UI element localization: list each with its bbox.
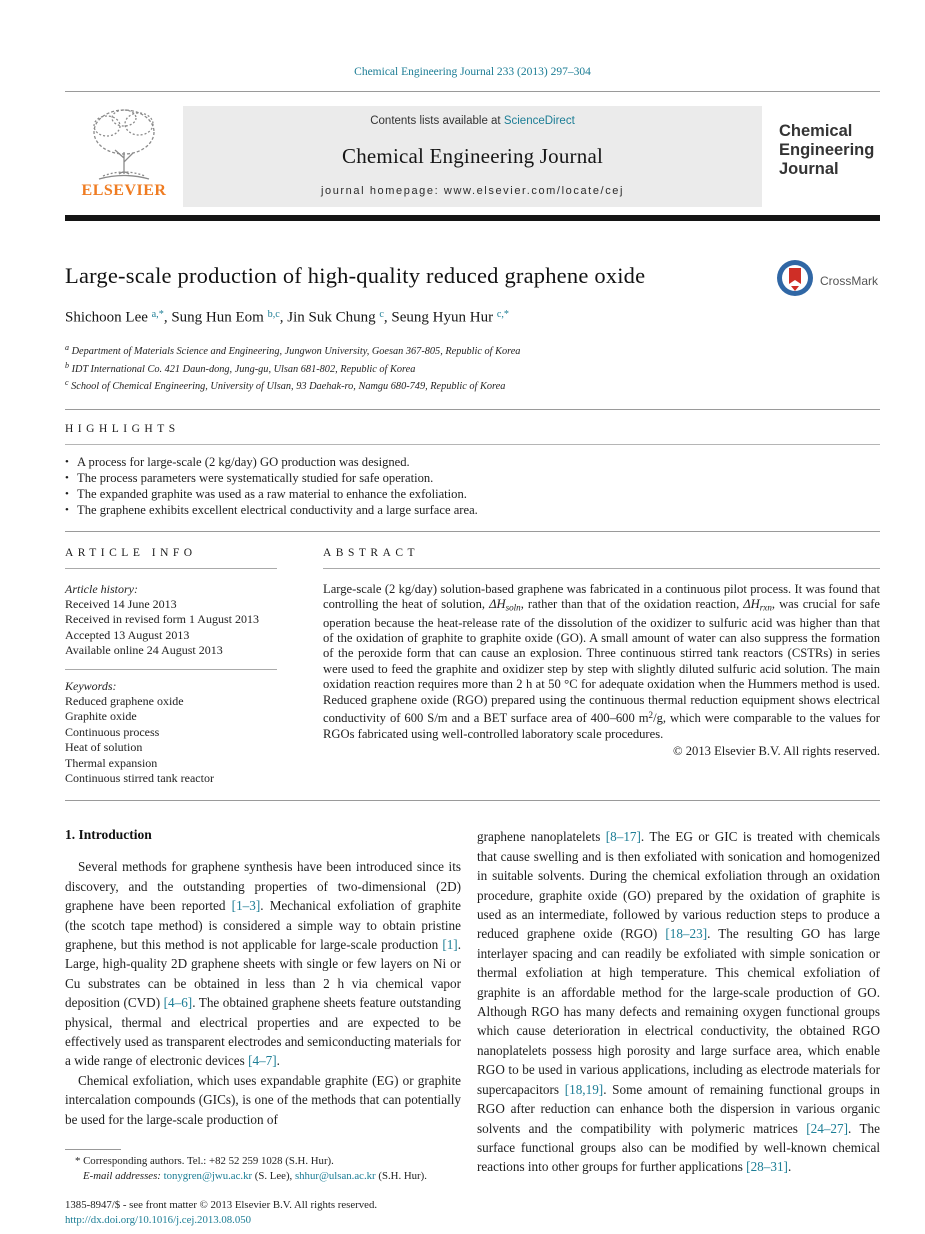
cover-title-line: Chemical	[779, 122, 853, 140]
footnote-rule	[65, 1149, 121, 1150]
journal-title: Chemical Engineering Journal	[341, 143, 604, 168]
intro-left-column	[65, 827, 461, 1228]
cover-title-line: Journal	[779, 160, 839, 179]
highlight-item: • The graphene exhibits excellent electrical conductivity and a large surface area.	[65, 503, 880, 519]
contents-lists-line[interactable]: Contents lists available at ScienceDirect	[370, 115, 575, 127]
introduction-section	[65, 827, 880, 1228]
abstract-text: Large-scale (2 kg/day) solution-based graphene was fabricated in a continuous pilot process. It was found that controlling the heat of solution, ΔHsoln, rather than that of the oxidation reaction, ΔHrxn, was crucial for safe operation because the heat-release rate of the dissolution of the oxidizer to sulfuric acid was higher than that of the oxidation of graphite to graphite oxide (GO). A small amount of water can also suppress the formation of the peroxide form that can cause an explosion. Three continuous stirred tank reactors (CSTRs) in series were used to feed the graphite and oxidizer step by step with slightly diluted sulfuric acid solution. The main oxidation reaction requires more than 2 h at 50 °C for adequate oxidation when the Hummers method is used. Reduced graphene oxide (RGO) prepared using the continuous thermal reduction equipment shows electrical conductivity of 600 S/m and a BET surface area of 400–600 $m^2/g$, which were comparable to the values for RGOs fabricated using well-controlled laboratory scale procedures.	[323, 581, 881, 741]
issn-copyright-line: 1385-8947/$ - see front matter © 2013 Elsevier B.V. All rights reserved.	[65, 1199, 378, 1212]
article-info-column	[65, 547, 277, 787]
affiliation-c: $^c$ School of Chemical Engineering, University of Ulsan, 93 Daehak-ro, Namgu 680-749, Republic of Korea	[65, 378, 506, 393]
introduction-heading: 1. Introduction	[65, 827, 152, 843]
keywords-block	[65, 679, 277, 787]
intro-paragraph: Several methods for graphene synthesis have been introduced since its discovery, and the outstanding properties of two-dimensional (2D) graphene have been reported [1–3]. Mechanical exfoliation of graphite (the scotch tape method) is considered a simple way to obtain pristine graphene, but this method is not applicable for large-scale production [1]. Large, high-quality 2D graphene sheets with single or few layers on Ni or Cu substrates can be obtained in less than 2 h via chemical vapor deposition (CVD) [4–6]. The obtained graphene sheets feature outstanding physical, thermal and electrical properties and are expected to be effectively used as transparent electrodes and semiconducting materials for a wide range of electronic devices [4–7].	[65, 859, 461, 1069]
highlight-item: • A process for large-scale (2 kg/day) GO production was designed.	[65, 455, 880, 471]
affiliations	[65, 342, 880, 396]
history-item: Received 14 June 2013	[65, 596, 177, 611]
highlights-rule	[65, 444, 880, 445]
top-divider	[65, 91, 880, 92]
journal-banner	[183, 106, 762, 207]
highlights-list	[65, 455, 880, 518]
footnotes	[65, 1149, 461, 1184]
keywords-divider	[65, 669, 277, 670]
elsevier-wordmark: ELSEVIER	[81, 182, 167, 199]
abstract-heading: ABSTRACT	[323, 546, 420, 559]
keyword-item: Continuous stirred tank reactor	[65, 771, 214, 785]
email-addresses-note[interactable]: E-mail addresses: tonygren@jwu.ac.kr (S. Lee), shhur@ulsan.ac.kr (S.H. Hur).	[83, 1170, 427, 1183]
journal-citation: Chemical Engineering Journal 233 (2013) 297–304	[354, 66, 591, 78]
keyword-item: Continuous process	[65, 724, 160, 739]
intro-right-column	[477, 827, 880, 1228]
abstract-copyright: © 2013 Elsevier B.V. All rights reserved.	[673, 743, 880, 758]
article-history	[65, 582, 277, 659]
highlight-item: • The process parameters were systematically studied for safe operation.	[65, 471, 880, 487]
journal-cover-thumbnail	[762, 106, 880, 207]
keyword-item: Thermal expansion	[65, 755, 158, 770]
doi-link[interactable]: http://dx.doi.org/10.1016/j.cej.2013.08.050	[65, 1214, 252, 1227]
abstract-rule	[323, 568, 880, 569]
abstract-column	[323, 547, 880, 787]
keywords-label: Keywords:	[65, 678, 117, 693]
affiliation-b: $^b$ IDT International Co. 421 Daun-dong, Jung-gu, Ulsan 681-802, Republic of Korea	[65, 360, 416, 375]
highlights-heading: HIGHLIGHTS	[65, 423, 180, 436]
article-info-rule	[65, 568, 277, 569]
journal-header	[65, 106, 880, 207]
article-info-heading: ARTICLE INFO	[65, 546, 197, 559]
intro-paragraph: Chemical exfoliation, which uses expandable graphite (EG) or graphite intercalation compounds (GICs), is one of the methods that can potentially be used for the large-scale production of	[65, 1072, 461, 1127]
journal-homepage-link[interactable]: journal homepage: www.elsevier.com/locate/cej	[320, 185, 625, 197]
crossmark-badge[interactable]	[776, 259, 878, 302]
intro-paragraph: graphene nanoplatelets [8–17]. The EG or GIC is treated with chemicals that cause swelling and is then exfoliated with sonication and homogenized in suitable solvents. During the chemical exfoliation through an oxidation procedure, graphite oxide (GO) prepared by the oxidation of graphite is used as an intermediate, followed by various reduction steps to produce a reduced graphene oxide (RGO) [18–23]. The resulting GO has large interlayer spacing and can readily be exfoliated with simple sonication or thermal exfoliation at high temperature. This chemical exfoliation of graphite is an affordable method for the large-scale production of GO. Although RGO has many defects and remaining oxygen functional groups which cause deterioration in electrical conductivity, the obtained RGO nanoplatelets possess high porosity and large surface area, which enable RGO to be used in various applications, including as electrode materials for supercapacitors [18,19]. Some amount of remaining functional groups in RGO after reduction can enhance both the dispersion in various organic solvents and the compatibility with polymeric matrices [24–27]. The surface functional groups also can be modified by well-known chemical reactions into other groups for further applications [28–31].	[477, 829, 881, 1175]
author-list[interactable]: Shichoon Lee $^{a,*}$, Sung Hun Eom $^{b,c}$, Jin Suk Chung $^c$, Seung Hyun Hur $^{c,*}$	[65, 309, 509, 326]
highlights-section	[65, 423, 880, 518]
article-footer	[65, 1198, 461, 1228]
history-item: Accepted 13 August 2013	[65, 627, 190, 642]
keyword-item: Graphite oxide	[65, 709, 137, 724]
elsevier-logo[interactable]	[65, 106, 183, 207]
crossmark-icon	[776, 259, 814, 302]
info-abstract-section	[65, 547, 880, 787]
header-bottom-bar	[65, 215, 880, 221]
history-item: Available online 24 August 2013	[65, 643, 223, 658]
elsevier-tree-icon	[83, 106, 165, 184]
article-history-label: Article history:	[65, 581, 138, 596]
corresponding-author-note: * Corresponding authors. Tel.: +82 52 259 1028 (S.H. Hur).	[75, 1155, 334, 1168]
section-divider	[65, 531, 880, 532]
paper-title: Large-scale production of high-quality reduced graphene oxide	[65, 263, 646, 288]
highlight-item: • The expanded graphite was used as a raw material to enhance the exfoliation.	[65, 487, 880, 503]
keyword-item: Reduced graphene oxide	[65, 693, 184, 708]
crossmark-label: CrossMark	[819, 273, 878, 288]
history-item: Received in revised form 1 August 2013	[65, 612, 259, 627]
section-divider	[65, 800, 880, 801]
affiliation-a: $^a$ Department of Materials Science and Engineering, Jungwon University, Goesan 367-805, Republic of Korea	[65, 342, 521, 357]
keyword-item: Heat of solution	[65, 740, 143, 755]
cover-title-line: Engineering	[779, 141, 875, 160]
section-divider	[65, 409, 880, 410]
